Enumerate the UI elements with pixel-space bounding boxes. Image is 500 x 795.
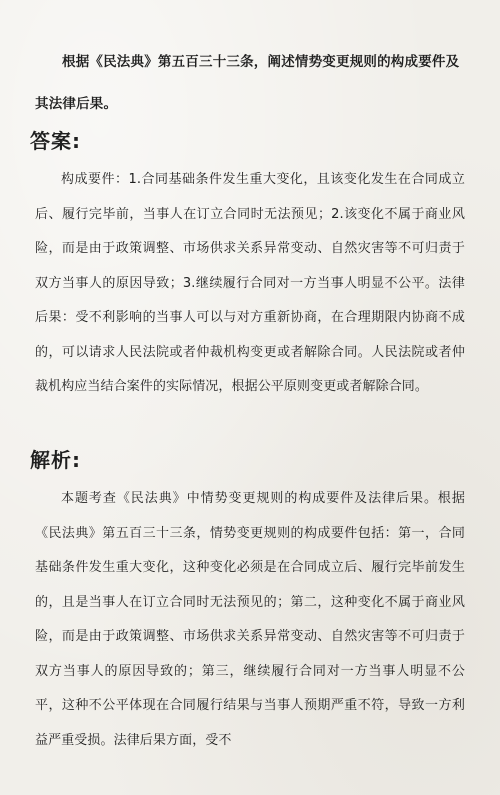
question-text: 根据《民法典》第五百三十三条，阐述情势变更规则的构成要件及其法律后果。: [35, 54, 460, 112]
answer-heading: 答案:: [30, 129, 81, 153]
analysis-text: 本题考查《民法典》中情势变更规则的构成要件及法律后果。根据《民法典》第五百三十三条，情势变更规则的构成要件包括：第一，合同基础条件发生重大变化，这种变化必须是在合同成立后、履行完毕前发生的，且是当事人在订立合同时无法预见的；第二，这种变化不属于商业风险，而是由于政策调整、市场供求关系异常变动、自然灾害等不可归责于双方当事人的原因导致的；第三，继续履行合同对一方当事人明显不公平，这种不公平体现在合同履行结果与当事人预期严重不符，导致一方利益严重受损。法律后果方面，受不: [35, 491, 465, 748]
analysis-heading: 解析:: [30, 448, 81, 472]
answer-text: 构成要件：1.合同基础条件发生重大变化，且该变化发生在合同成立后、履行完毕前，当事人在订立合同时无法预见；2.该变化不属于商业风险，而是由于政策调整、市场供求关系异常变动、自然灾害等不可归责于双方当事人的原因导致；3.继续履行合同对一方当事人明显不公平。法律后果：受不利影响的当事人可以与对方重新协商，在合理期限内协商不成的，可以请求人民法院或者仲裁机构变更或者解除合同。人民法院或者仲裁机构应当结合案件的实际情况，根据公平原则变更或者解除合同。: [35, 172, 465, 394]
